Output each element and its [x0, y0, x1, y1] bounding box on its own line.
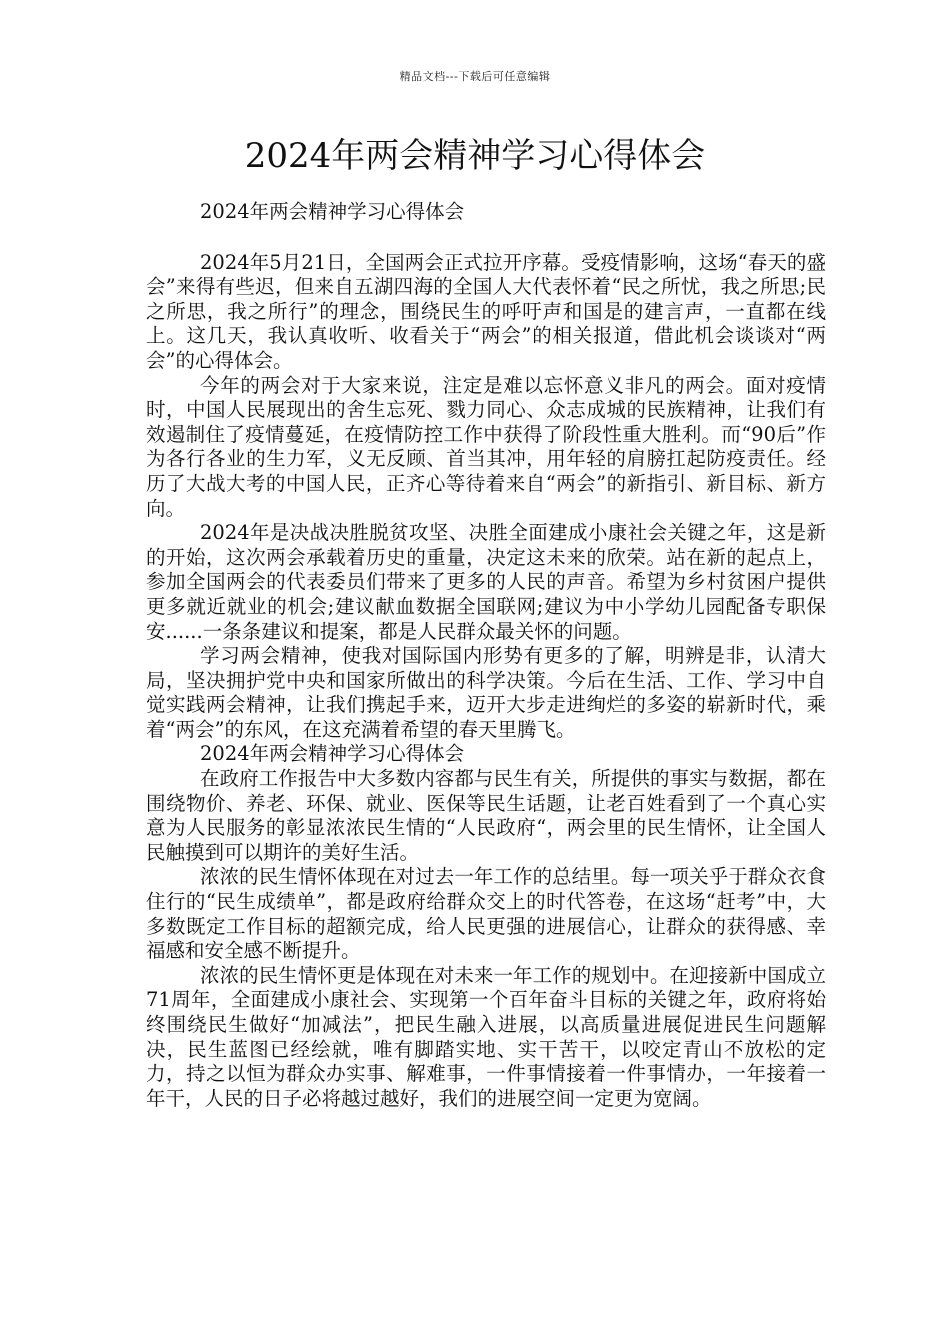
- paragraph: 2024年是决战决胜脱贫攻坚、决胜全面建成小康社会关键之年，这是新的开始，这次两会承载着历史的重量，决定这未来的欣荣。站在新的起点上，参加全国两会的代表委员们带来了更多的人民的声音。希望为乡村贫困户提供更多就近就业的机会;建议献血数据全国联网;建议为中小学幼儿园配备专职保安......一条条建议和提案，都是人民群众最关怀的问题。: [146, 521, 826, 643]
- paragraph: 浓浓的民生情怀体现在对过去一年工作的总结里。每一项关乎于群众衣食住行的“民生成绩单”，都是政府给群众交上的时代答卷，在这场“赶考”中，大多数既定工作目标的超额完成，给人民更强的进展信心，让群众的获得感、幸福感和安全感不断提升。: [146, 865, 826, 963]
- paragraph: 浓浓的民生情怀更是体现在对未来一年工作的规划中。在迎接新中国成立71周年，全面建成小康社会、实现第一个百年奋斗目标的关键之年，政府将始终围绕民生做好“加减法”，把民生融入进展，以高质量进展促进民生问题解决，民生蓝图已经绘就，唯有脚踏实地、实干苦干，以咬定青山不放松的定力，持之以恒为群众办实事、解难事，一件事情接着一件事情办，一年接着一年干，人民的日子必将越过越好，我们的进展空间一定更为宽阔。: [146, 963, 826, 1110]
- paragraph: 在政府工作报告中大多数内容都与民生有关，所提供的事实与数据，都在围绕物价、养老、环保、就业、医保等民生话题，让老百姓看到了一个真心实意为人民服务的彰显浓浓民生情的“人民政府“，两会里的民生情怀，让全国人民触摸到可以期许的美好生活。: [146, 767, 826, 864]
- section-2-subheading: 2024年两会精神学习心得体会: [200, 742, 465, 766]
- header-note: 精品文档---下载后可任意编辑: [399, 70, 551, 83]
- section-1-subheading: 2024年两会精神学习心得体会: [200, 200, 465, 223]
- paragraph: 今年的两会对于大家来说，注定是难以忘怀意义非凡的两会。面对疫情时，中国人民展现出的舍生忘死、戮力同心、众志成城的民族精神，让我们有效遏制住了疫情蔓延，在疫情防控工作中获得了阶段性重大胜利。而“90后”作为各行各业的生力军，义无反顾、首当其冲，用年轻的肩膀扛起防疫责任。经历了大战大考的中国人民，正齐心等待着来自“两会”的新指引、新目标、新方向。: [146, 373, 826, 520]
- paragraph: 2024年5月21日，全国两会正式拉开序幕。受疫情影响，这场“春天的盛会”来得有些迟，但来自五湖四海的全国人大代表怀着“民之所忧，我之所思;民之所思，我之所行”的理念，围绕民生的呼吁声和国是的建言声，一直都在线上。这几天，我认真收听、收看关于“两会”的相关报道，借此机会谈谈对“两会”的心得体会。: [146, 250, 826, 372]
- paragraph: 学习两会精神，使我对国际国内形势有更多的了解，明辨是非，认清大局，坚决拥护党中央和国家所做出的科学决策。今后在生活、工作、学习中自觉实践两会精神，让我们携起手来，迈开大步走进绚烂的多姿的崭新时代，乘着“两会”的东风，在这充满着希望的春天里腾飞。: [146, 644, 826, 741]
- document-title: 2024年两会精神学习心得体会: [244, 136, 706, 176]
- document-body: [146, 200, 826, 1111]
